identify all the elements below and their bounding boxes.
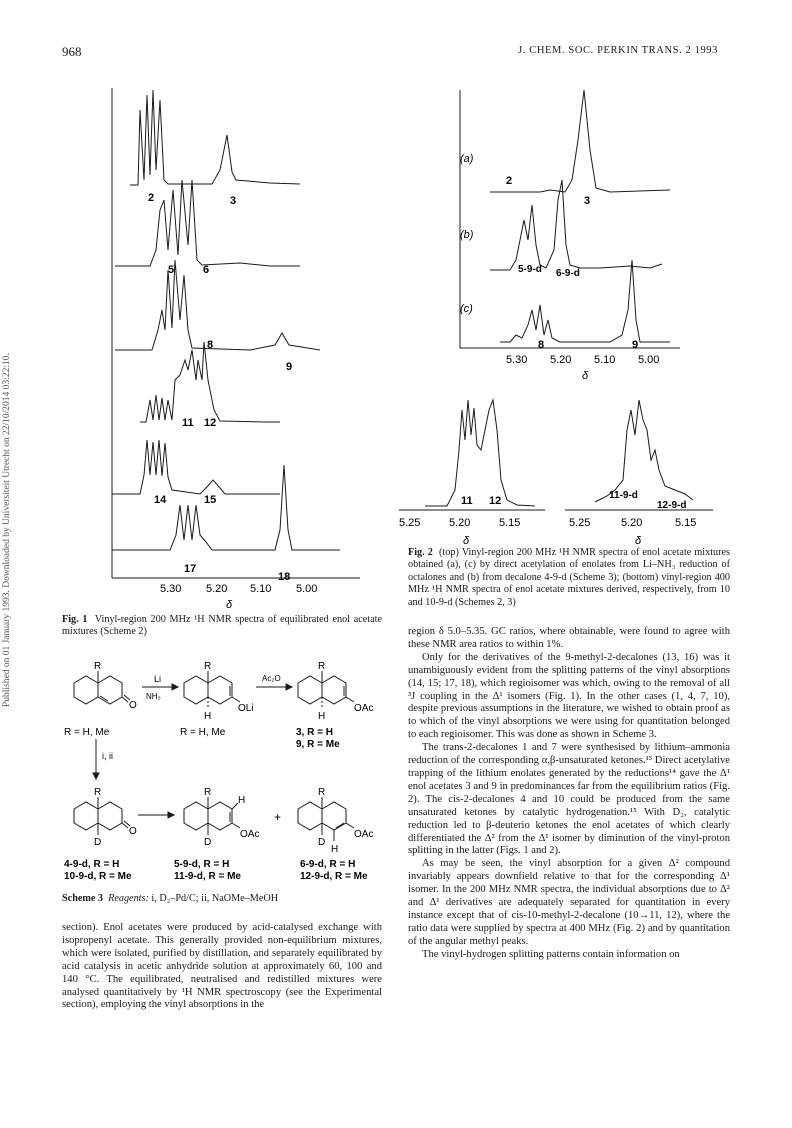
- scheme-step-i-ii: i, ii: [102, 751, 113, 761]
- fig1-label-14: 14: [154, 494, 167, 506]
- scheme-label-10-9-d: 10-9-d, R = Me: [64, 871, 132, 882]
- scheme-label-5-9-d: 5-9-d, R = H: [174, 859, 230, 870]
- scheme-r: R: [204, 787, 212, 798]
- scheme3-caption-text: i, D₂–Pd/C; ii, NaOMe–MeOH: [151, 893, 279, 904]
- fig2-tick: 5.30: [506, 354, 528, 366]
- fig2-tick: 5.10: [594, 354, 616, 366]
- scheme-label-12-9-d: 12-9-d, R = Me: [300, 871, 368, 882]
- scheme-d: D: [318, 837, 326, 848]
- scheme-oac: OAc: [240, 829, 260, 840]
- right-paragraph: The trans-2-decalones 1 and 7 were synthesised by lithium–ammonia reduction of the corresponding α,β-unsaturated ketones.¹³ Direct acetylative trapping of the lithium enolates generated by the reductions¹⁴ gave the Δ¹ enol acetates 3 and 9 in predominances far from the equilibrium ratios (Fig. 2). The cis-2-decalones 4 and 10 could be produced from the same unsaturated ketones by catalytic hydrogenation.¹⁵ With D₂, catalytic reduction led to β-deuterio ketones the enol acetates of which clearly differentiated the Δ² from the Δ¹ isomer by diminution of the vinyl-proton splitting in the latter (Figs. 1 and 2).: [408, 742, 730, 857]
- fig2-bottom-left-trace: [425, 400, 535, 506]
- fig1-trace-11-12: [140, 342, 280, 422]
- right-column-text: [408, 626, 730, 962]
- fig2-caption-text: (top) Vinyl-region 200 MHz ¹H NMR spectra of enol acetate mixtures obtained (a), (c) by direct acetylation of enolates from Li–NH₃ reduction of octalones and (b) from decalone 4-9-d (Scheme 3); (bottom) vinyl-region 400 MHz ¹H NMR spectra of enol acetate mixtures derived, respectively, from 10 and 10-9-d (Schemes 2, 3): [408, 547, 731, 608]
- fig2-bottom-right-tick: 5.25: [569, 517, 591, 529]
- scheme-r: R: [94, 787, 102, 798]
- fig2-trace-a: [490, 90, 670, 192]
- fig2-bottom-label-12-9-d: 12-9-d: [657, 500, 687, 511]
- fig1-trace-14-15: [112, 440, 280, 494]
- fig1-caption-label: Fig. 1: [62, 614, 88, 625]
- fig2-tick: 5.00: [638, 354, 660, 366]
- fig2-bottom-right-tick: 5.20: [621, 517, 643, 529]
- scheme-h: H: [318, 711, 326, 722]
- fig2-label-6-9-d: 6-9-d: [556, 268, 580, 279]
- scheme-plus: +: [274, 810, 282, 824]
- fig2-label-9: 9: [632, 339, 639, 351]
- fig1-tick: 5.10: [250, 583, 272, 595]
- scheme-label-3: 3, R = H: [296, 727, 333, 738]
- fig1-label-2: 2: [148, 192, 155, 204]
- scheme-oac: OAc: [354, 703, 374, 714]
- page-number: 968: [62, 44, 82, 59]
- scheme-3: [60, 655, 395, 890]
- scheme-label-6-9-d: 6-9-d, R = H: [300, 859, 356, 870]
- scheme-label-11-9-d: 11-9-d, R = Me: [174, 871, 241, 882]
- fig2-bottom-label-12: 12: [489, 495, 502, 507]
- fig1-label-12: 12: [204, 417, 217, 429]
- fig2-tick: 5.20: [550, 354, 572, 366]
- fig1-label-6: 6: [203, 264, 210, 276]
- figure-1: [100, 80, 390, 620]
- fig2-bottom-right-trace: [595, 400, 693, 502]
- scheme3-caption-reagents: Reagents:: [108, 893, 149, 904]
- fig2-bottom-right-tick: 5.15: [675, 517, 697, 529]
- scheme-reagent-ac2o: Ac₂O: [262, 674, 281, 683]
- fig1-label-3: 3: [230, 195, 237, 207]
- scheme-h: H: [238, 795, 246, 806]
- fig2-bottom-left-tick: 5.20: [449, 517, 471, 529]
- fig1-caption-text: Vinyl-region 200 MHz ¹H NMR spectra of equilibrated enol acetate mixtures (Scheme 2): [62, 614, 382, 638]
- download-stamp: Published on 01 January 1993. Downloaded by Universiteit Utrecht on 22/10/2014 03:22:10.: [2, 353, 12, 707]
- fig2-panel-a: (a): [460, 153, 474, 165]
- fig1-trace-2-3: [130, 90, 300, 185]
- figure-2-top: [450, 80, 730, 390]
- fig1-trace-17-18: [112, 465, 340, 550]
- fig2-label-5-9-d: 5-9-d: [518, 264, 542, 275]
- scheme-reagent-li: Li: [154, 674, 162, 684]
- scheme-label-9: 9, R = Me: [296, 739, 340, 750]
- scheme-label-r-h-me-2: R = H, Me: [180, 727, 226, 738]
- fig1-label-15: 15: [204, 494, 217, 506]
- left-column-text: [62, 922, 382, 1012]
- scheme-r: R: [318, 787, 326, 798]
- fig2-caption-label: Fig. 2: [408, 547, 433, 558]
- fig2-label-2: 2: [506, 175, 513, 187]
- right-paragraph: region δ 5.0–5.35. GC ratios, where obtainable, were found to agree with these NMR area ratios to within 1%.: [408, 626, 730, 650]
- scheme-r: R: [204, 661, 212, 672]
- scheme-r: R: [318, 661, 326, 672]
- fig1-trace-8-9: [115, 260, 320, 350]
- fig2-bottom-label-11: 11: [461, 495, 473, 507]
- fig2-bottom-right-axis-label: δ: [635, 535, 642, 547]
- figure-2-bottom: [395, 390, 725, 550]
- fig2-axis-label: δ: [582, 370, 589, 382]
- left-paragraph: section). Enol acetates were produced by acid-catalysed exchange with isopropenyl acetate. This generally provided non-equilibrium mixtures, which were isolated, purified by distillation, and separately equilibrated by acid catalysis in acetic anhydride solution at approximately 60, 100 and 140 °C. The equilibrated, neutralised and redistilled mixtures were analysed quantitatively by ¹H NMR spectroscopy (see the Experimental section), employing the vinyl absorptions in the: [62, 922, 382, 1011]
- scheme3-caption-label: Scheme 3: [62, 893, 104, 904]
- fig1-tick: 5.00: [296, 583, 318, 595]
- fig1-tick: 5.30: [160, 583, 182, 595]
- fig2-bottom-left-tick: 5.15: [499, 517, 521, 529]
- fig2-panel-b: (b): [460, 229, 474, 241]
- fig1-axis-label: δ: [226, 599, 233, 611]
- scheme-label-4-9-d: 4-9-d, R = H: [64, 859, 120, 870]
- scheme-h: H: [204, 711, 212, 722]
- scheme-o: O: [129, 700, 137, 711]
- scheme-o: O: [129, 826, 137, 837]
- scheme-d: D: [94, 837, 102, 848]
- fig2-label-8: 8: [538, 339, 545, 351]
- fig1-caption: [62, 614, 382, 639]
- fig1-label-11: 11: [182, 417, 194, 429]
- fig2-label-3: 3: [584, 195, 591, 207]
- scheme-h: H: [331, 844, 339, 855]
- fig2-bottom-left-tick: 5.25: [399, 517, 421, 529]
- right-paragraph: Only for the derivatives of the 9-methyl-2-decalones (13, 16) was it unambiguously evident from the splitting patterns of the vinyl absorptions (14, 15; 17, 18), which regioisomer was which, owing to the removal of all ³J coupling in the Δ¹ isomers (Fig. 1). In the other cases (1, 4, 7, 10), despite previous assumptions in the literature, we wished to obtain proof as to which of the vinyl absorptions we were using for quantitation belonged to each regioisomer. This was done as shown in Scheme 3.: [408, 651, 730, 741]
- fig1-label-5: 5: [168, 264, 175, 276]
- running-header: J. CHEM. SOC. PERKIN TRANS. 2 1993: [518, 45, 718, 56]
- fig2-trace-b: [490, 180, 662, 270]
- scheme-r: R: [94, 661, 102, 672]
- fig1-label-18: 18: [278, 571, 291, 583]
- fig1-tick: 5.20: [206, 583, 228, 595]
- fig2-bottom-label-11-9-d: 11-9-d: [609, 490, 638, 501]
- scheme-oac: OAc: [354, 829, 374, 840]
- fig1-trace-5-6: [115, 180, 300, 266]
- fig2-panel-c: (c): [460, 303, 473, 315]
- scheme-label-r-h-me-1: R = H, Me: [64, 727, 110, 738]
- fig1-label-17: 17: [184, 563, 197, 575]
- fig1-label-9: 9: [286, 361, 293, 373]
- fig2-caption: [408, 547, 730, 609]
- right-paragraph: As may be seen, the vinyl absorption for a given Δ² compound invariably appears downfield relative to that for the corresponding Δ¹ isomer. In the 200 MHz NMR spectra, the individual absorptions due to Δ² and Δ¹ derivatives are adequately separated for quantitation in every instance except that of cis-10-methyl-2-decalone (10→11, 12), where the ratio data were supplied by spectra at 400 MHz (Fig. 2) and by quantitation of the angular methyl peaks.: [408, 858, 730, 947]
- fig1-label-8: 8: [207, 339, 214, 351]
- scheme-reagent-nh3: NH₃: [146, 692, 161, 701]
- scheme-d: D: [204, 837, 212, 848]
- fig2-bottom-left-axis-label: δ: [463, 535, 470, 547]
- scheme-oli: OLi: [238, 703, 254, 714]
- right-paragraph: The vinyl-hydrogen splitting patterns contain information on: [422, 948, 680, 960]
- scheme3-caption: [62, 893, 382, 905]
